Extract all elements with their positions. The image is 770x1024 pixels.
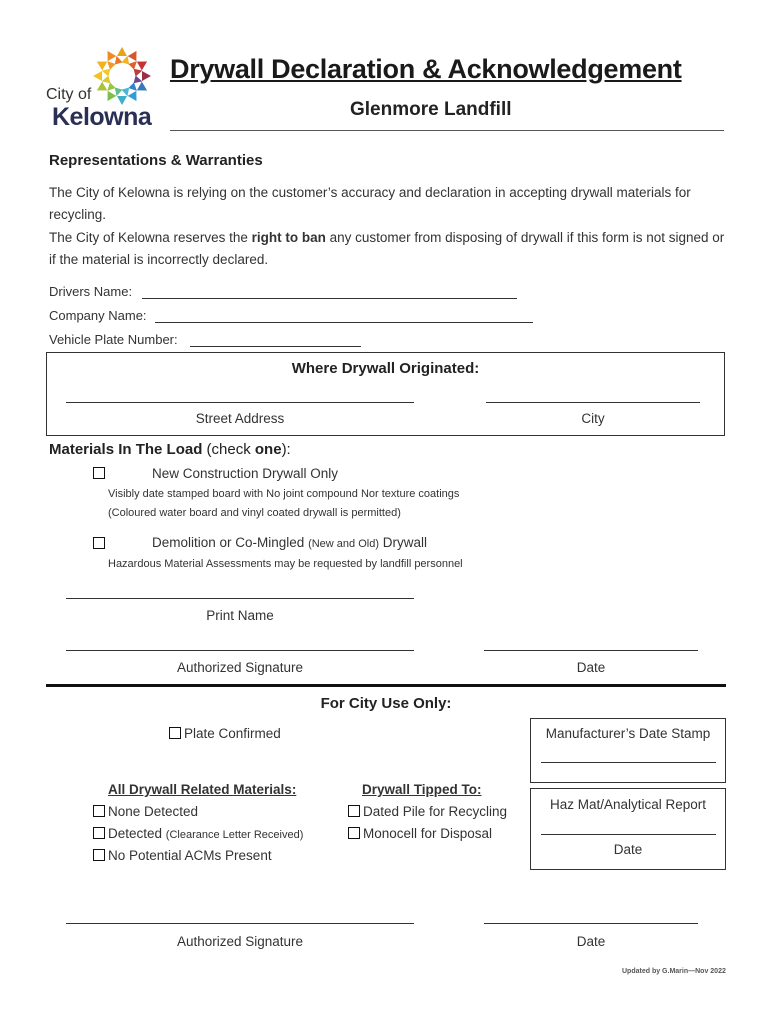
materials-heading-end: ): [281,441,291,458]
none-detected-checkbox[interactable] [93,805,105,817]
monocell-checkbox[interactable] [348,827,360,839]
representations-paragraph-1: The City of Kelowna is relying on the customer’s accuracy and declaration in accepting drywall materials for recycling. [49,185,691,222]
new-construction-checkbox[interactable] [93,467,105,479]
tipped-heading: Drywall Tipped To: [362,782,482,797]
city-signature-date-field[interactable] [484,923,698,924]
company-name-field[interactable] [155,322,533,323]
demolition-note: Hazardous Material Assessments may be requested by landfill personnel [108,558,463,570]
dated-pile-label: Dated Pile for Recycling [363,804,508,819]
demolition-label-c: Drywall [378,535,427,550]
page-subtitle: Glenmore Landfill [350,99,512,120]
monocell-item [348,826,492,841]
header-divider [170,130,724,131]
signature-date-label: Date [576,660,606,675]
right-to-ban-text: right to ban [251,230,326,245]
monocell-label: Monocell for Disposal [363,826,493,841]
materials-heading-one: one [254,441,282,458]
para2-text-start: The City of Kelowna reserves the [49,230,252,245]
none-detected-item [93,804,198,819]
new-construction-label: New Construction Drywall Only [152,466,339,481]
origin-heading-wrap [46,360,725,377]
logo-city-text: City of [46,86,92,103]
print-name-field[interactable] [66,598,414,599]
city-signature-date-label: Date [576,934,606,949]
city-use-heading: For City Use Only: [320,695,452,712]
detected-label: Detected [108,826,166,841]
all-drywall-heading: All Drywall Related Materials: [108,782,297,797]
plate-confirmed-checkbox[interactable] [169,727,181,739]
vehicle-plate-label: Vehicle Plate Number: [49,332,178,347]
materials-heading-bold: Materials In The Load [49,441,203,458]
dated-pile-checkbox[interactable] [348,805,360,817]
detected-item [93,826,303,841]
authorized-signature-label: Authorized Signature [176,660,304,675]
city-authorized-signature-field[interactable] [66,923,414,924]
hazmat-report-label: Haz Mat/Analytical Report [549,797,707,812]
hazmat-date-label: Date [613,842,643,857]
city-authorized-signature-label: Authorized Signature [176,934,304,949]
footer-updated: Updated by G.Marin—Nov 2022 [622,968,726,975]
representations-heading: Representations & Warranties [49,152,263,169]
plate-confirmed-label: Plate Confirmed [184,726,281,741]
detected-checkbox[interactable] [93,827,105,839]
city-field[interactable] [486,402,700,403]
demolition-label [152,535,427,550]
signature-date-field[interactable] [484,650,698,651]
demolition-label-a: Demolition or Co-Mingled [152,535,309,550]
detected-note: (Clearance Letter Received) [165,829,304,841]
dated-pile-item [348,804,507,819]
logo-kelowna-text: Kelowna [52,103,152,131]
street-address-label: Street Address [195,411,285,426]
company-name-label: Company Name: [49,308,147,323]
manufacturer-stamp-field[interactable] [541,762,716,763]
demolition-checkbox[interactable] [93,537,105,549]
city-logo-icon [92,46,152,106]
manufacturer-stamp-label: Manufacturer’s Date Stamp [545,726,711,741]
materials-heading-check: (check [202,441,255,458]
representations-paragraph-2 [49,227,729,271]
new-construction-note-1: Visibly date stamped board with No joint compound Nor texture coatings [108,488,460,500]
para2-text-end: any customer from disposing of drywall if this form is not signed or if the material is incorrectly declared. [49,230,725,267]
no-acms-label: No Potential ACMs Present [108,848,272,863]
city-label: City [581,411,605,426]
city-use-heading-wrap [46,695,726,712]
none-detected-label: None Detected [108,804,199,819]
drivers-name-label: Drivers Name: [49,284,133,299]
page-title: Drywall Declaration & Acknowledgement [170,54,682,84]
plate-confirmed-item [169,726,281,741]
new-construction-note-2: (Coloured water board and vinyl coated drywall is permitted) [108,507,401,519]
drivers-name-field[interactable] [142,298,517,299]
hazmat-report-field[interactable] [541,834,716,835]
no-acms-item [93,848,272,863]
street-address-field[interactable] [66,402,414,403]
print-name-label: Print Name [206,608,274,623]
no-acms-checkbox[interactable] [93,849,105,861]
demolition-label-b: (New and Old) [308,538,379,550]
authorized-signature-field[interactable] [66,650,414,651]
vehicle-plate-field[interactable] [190,346,361,347]
origin-heading: Where Drywall Originated: [291,360,480,377]
materials-heading [49,441,291,458]
city-use-divider [46,684,726,687]
